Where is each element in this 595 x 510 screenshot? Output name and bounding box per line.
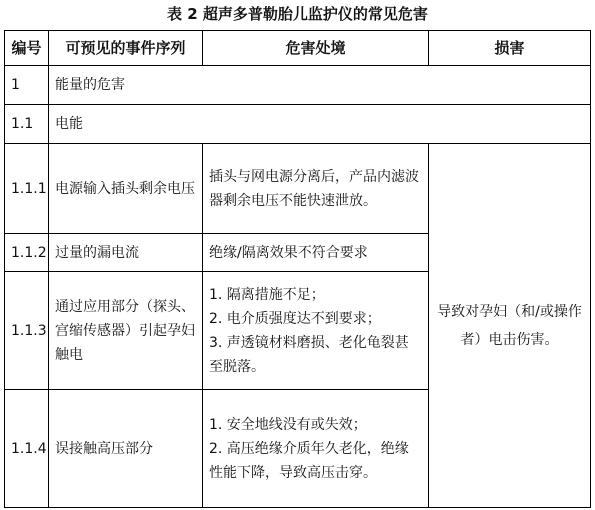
- hazard-list-item: 2. 高压绝缘介质年久老化，绝缘性能下降，导致高压击穿。: [209, 440, 409, 481]
- row-hazard-list: [203, 272, 429, 390]
- row-id: 1.1.4: [5, 390, 49, 508]
- hazard-table: [4, 30, 591, 508]
- header-hazard: 危害处境: [203, 31, 429, 66]
- row-damage: 导致对孕妇（和/或操作者）电击伤害。: [429, 144, 591, 508]
- header-id: 编号: [5, 31, 49, 66]
- table-header-row: [5, 31, 591, 66]
- row-sequence: 过量的漏电流: [49, 234, 203, 272]
- row-id: 1.1: [5, 105, 49, 144]
- row-category: 电能: [49, 105, 591, 144]
- hazard-list-item: 2. 电介质强度达不到要求；: [209, 310, 381, 327]
- table-row: [5, 144, 591, 234]
- row-id: 1.1.2: [5, 234, 49, 272]
- hazard-list-item: 1. 安全地线没有或失效；: [209, 416, 367, 433]
- row-hazard: 绝缘/隔离效果不符合要求: [203, 234, 429, 272]
- row-hazard-list: [203, 390, 429, 508]
- row-id: 1.1.1: [5, 144, 49, 234]
- row-sequence: 通过应用部分（探头、宫缩传感器）引起孕妇触电: [49, 272, 203, 390]
- header-sequence: 可预见的事件序列: [49, 31, 203, 66]
- row-hazard: 插头与网电源分离后，产品内滤波器剩余电压不能快速泄放。: [203, 144, 429, 234]
- row-id: 1.1.3: [5, 272, 49, 390]
- row-category: 能量的危害: [49, 66, 591, 105]
- hazard-list-item: 1. 隔离措施不足；: [209, 286, 325, 303]
- row-sequence: 电源输入插头剩余电压: [49, 144, 203, 234]
- table-row: [5, 105, 591, 144]
- row-id: 1: [5, 66, 49, 105]
- header-damage: 损害: [429, 31, 591, 66]
- hazard-list-item: 3. 声透镜材料磨损、老化龟裂甚至脱落。: [209, 334, 409, 375]
- table-row: [5, 66, 591, 105]
- row-sequence: 误接触高压部分: [49, 390, 203, 508]
- table-title: 表 2 超声多普勒胎儿监护仪的常见危害: [167, 5, 428, 23]
